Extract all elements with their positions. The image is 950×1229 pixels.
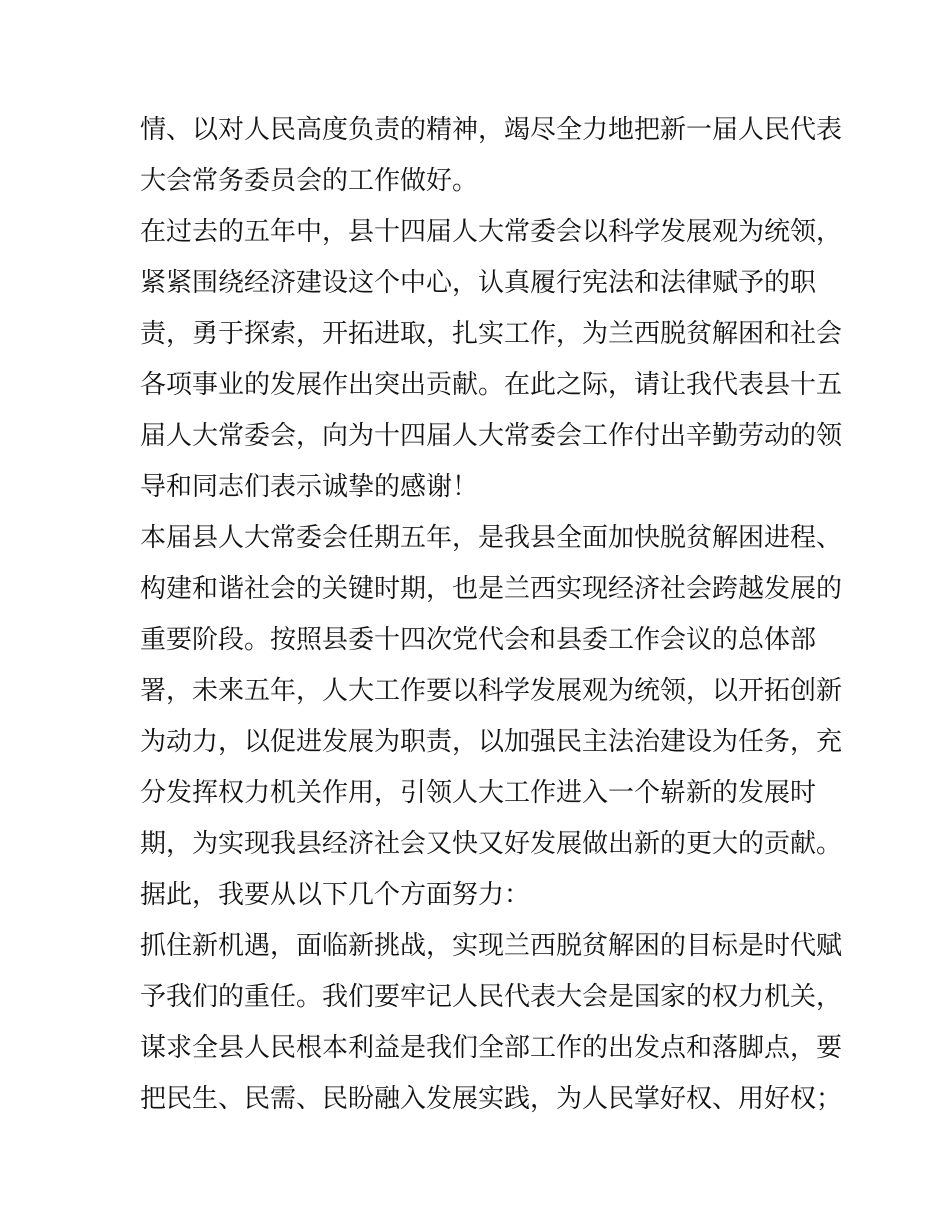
text-line-18: 予我们的重任。我们要牢记人民代表大会是国家的权力机关， <box>140 982 843 1012</box>
text-line-17: 抓住新机遇，面临新挑战，实现兰西脱贫解困的目标是时代赋 <box>140 931 843 961</box>
text-line-1: 情、以对人民高度负责的精神，竭尽全力地把新一届人民代表 <box>140 115 843 145</box>
document-body <box>140 105 843 1125</box>
text-line-14: 分发挥权力机关作用，引领人大工作进入一个崭新的发展时 <box>140 778 817 808</box>
text-line-12: 署，未来五年，人大工作要以科学发展观为统领，以开拓创新 <box>140 676 843 706</box>
text-line-5: 责，勇于探索，开拓进取，扎实工作，为兰西脱贫解困和社会 <box>140 319 843 349</box>
text-line-7: 届人大常委会，向为十四届人大常委会工作付出辛勤劳动的领 <box>140 421 843 451</box>
text-line-2: 大会常务委员会的工作做好。 <box>140 166 479 196</box>
text-line-10: 构建和谐社会的关键时期，也是兰西实现经济社会跨越发展的 <box>140 574 843 604</box>
text-line-4: 紧紧围绕经济建设这个中心，认真履行宪法和法律赋予的职 <box>140 268 817 298</box>
text-line-9: 本届县人大常委会任期五年，是我县全面加快脱贫解困进程、 <box>140 523 843 553</box>
text-line-19: 谋求全县人民根本利益是我们全部工作的出发点和落脚点，要 <box>140 1033 843 1063</box>
text-line-8: 导和同志们表示诚挚的感谢！ <box>140 472 479 502</box>
text-line-20: 把民生、民需、民盼融入发展实践，为人民掌好权、用好权； <box>140 1084 843 1114</box>
text-line-15: 期，为实现我县经济社会又快又好发展做出新的更大的贡献。 <box>140 829 843 859</box>
text-line-6: 各项事业的发展作出突出贡献。在此之际，请让我代表县十五 <box>140 370 843 400</box>
text-line-13: 为动力，以促进发展为职责，以加强民主法治建设为任务，充 <box>140 727 843 757</box>
text-line-3: 在过去的五年中，县十四届人大常委会以科学发展观为统领， <box>140 217 843 247</box>
text-line-16: 据此，我要从以下几个方面努力： <box>140 880 531 910</box>
text-line-11: 重要阶段。按照县委十四次党代会和县委工作会议的总体部 <box>140 625 817 655</box>
